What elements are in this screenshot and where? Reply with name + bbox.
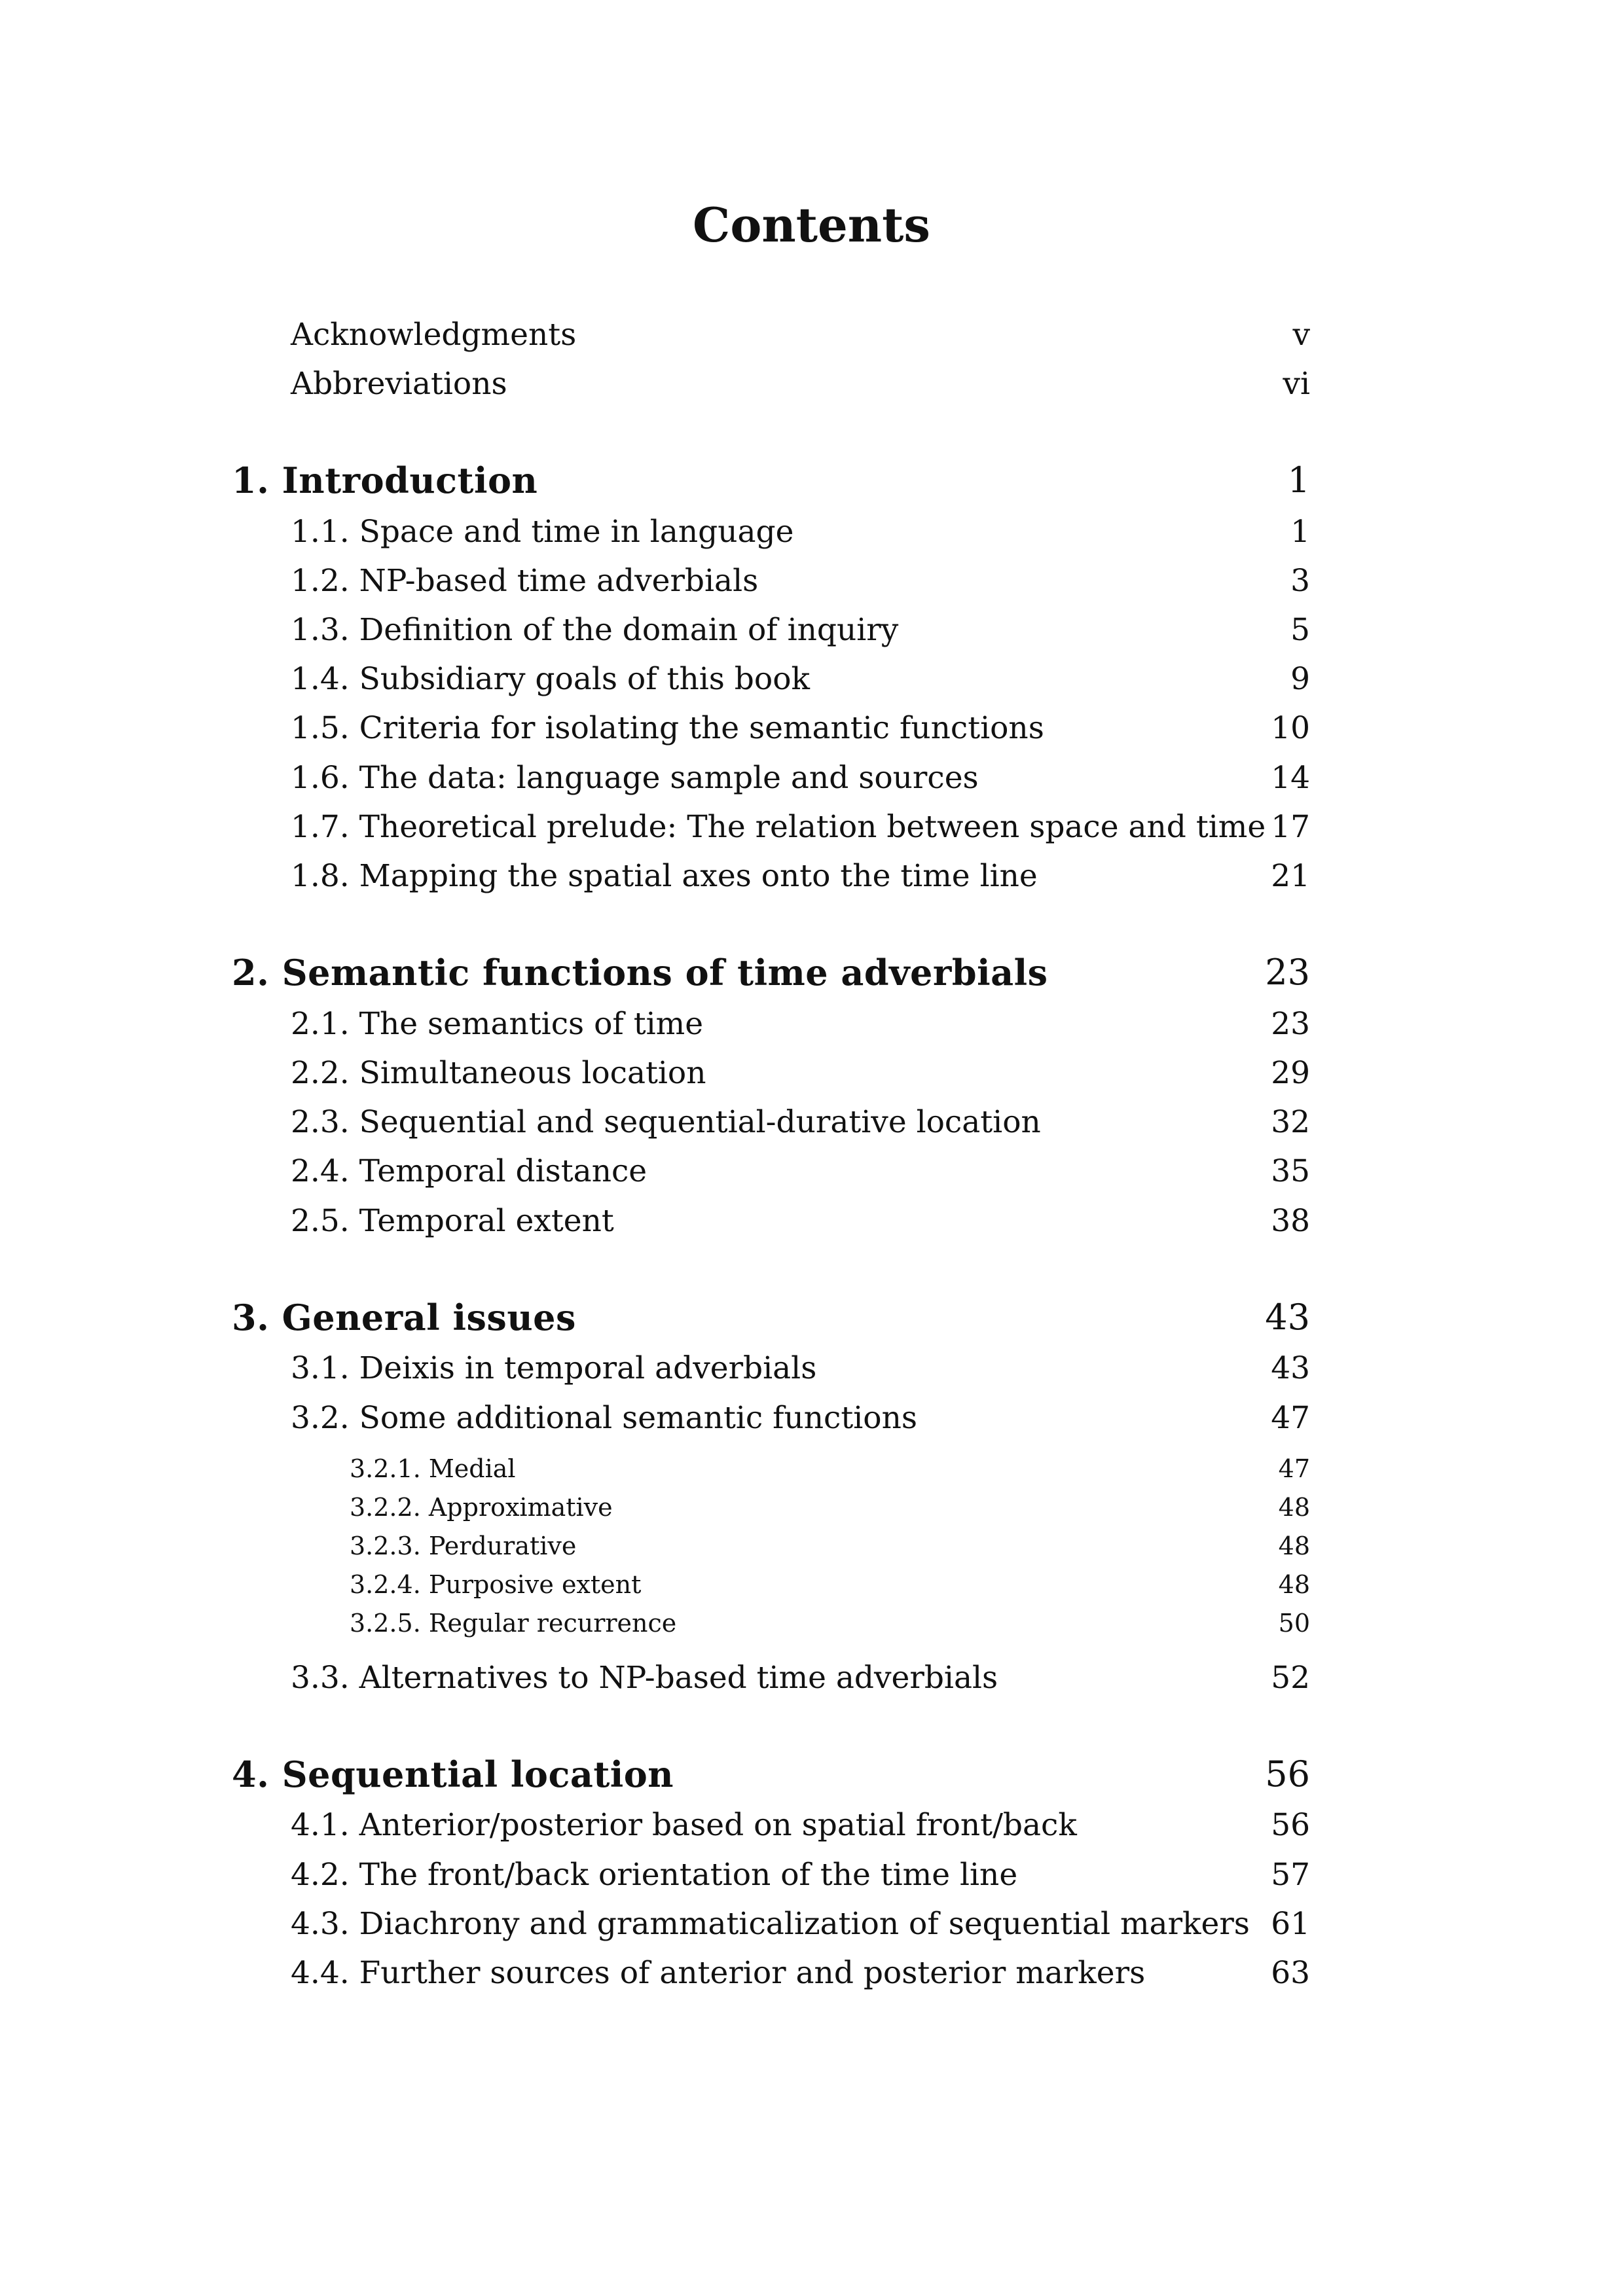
toc-subsection [0,1488,1623,1526]
toc-section [0,1899,1623,1949]
toc-section-label: 1.4. Subsidiary goals of this book [291,661,810,697]
toc-chapter-label: 1. Introduction [232,459,538,501]
toc-section-label: 4.2. The front/back orientation of the time line [291,1857,1018,1893]
toc-section [0,753,1623,803]
toc-section [0,1344,1623,1393]
toc-section-page: 56 [1271,1807,1310,1843]
page-title: Contents [693,197,930,253]
toc-section [0,1049,1623,1098]
toc-section [0,1801,1623,1850]
toc-section-page: 17 [1271,809,1310,845]
toc-section-page: 29 [1271,1055,1310,1091]
toc-subsection [0,1527,1623,1565]
toc-section-label: 1.2. NP-based time adverbials [291,563,759,599]
toc-section-page: 57 [1271,1857,1310,1893]
toc-section-page: 1 [1290,514,1310,550]
toc-section-label: 1.6. The data: language sample and sources [291,760,979,796]
toc-section [0,802,1623,852]
toc-section-label: 2.3. Sequential and sequential-durative location [291,1104,1041,1140]
toc-section [0,1393,1623,1443]
toc-section-label: 1.5. Criteria for isolating the semantic functions [291,710,1044,746]
toc-subsection-page: 50 [1278,1609,1310,1638]
toc-section [0,1147,1623,1196]
toc-section-label: 4.3. Diachrony and grammaticalization of sequential markers [291,1906,1250,1942]
toc-section-page: 63 [1271,1955,1310,1991]
toc-chapter-page: 1 [1287,459,1310,501]
toc-section-label: 3.3. Alternatives to NP-based time adverbials [291,1660,998,1696]
toc-chapter-1 [0,456,1623,505]
toc-section-page: 14 [1271,760,1310,796]
toc-chapter-2 [0,948,1623,997]
toc-subsection [0,1450,1623,1488]
toc-section [0,1098,1623,1147]
toc-section-page: 23 [1271,1006,1310,1042]
toc-section-label: 2.5. Temporal extent [291,1203,614,1239]
toc-entry-abbreviations [0,359,1623,409]
toc-section [0,999,1623,1049]
toc-section [0,556,1623,606]
toc-section-label: 4.4. Further sources of anterior and posterior markers [291,1955,1146,1991]
toc-section-label: 1.3. Definition of the domain of inquiry [291,612,899,648]
toc-subsection-page: 48 [1278,1532,1310,1560]
toc-section-page: 43 [1271,1350,1310,1386]
toc-section-page: 32 [1271,1104,1310,1140]
toc-section-label: 1.7. Theoretical prelude: The relation between space and time [291,809,1266,845]
toc-subsection-page: 48 [1278,1493,1310,1522]
toc-subsection-page: 47 [1278,1454,1310,1483]
toc-chapter-3 [0,1293,1623,1342]
toc-section [0,507,1623,557]
toc-subsection-label: 3.2.5. Regular recurrence [350,1609,677,1638]
toc-section-label: 2.4. Temporal distance [291,1153,647,1189]
toc-section [0,655,1623,704]
toc-section [0,1850,1623,1900]
toc-section-page: 21 [1271,858,1310,894]
toc-subsection [0,1604,1623,1642]
toc-chapter-4 [0,1749,1623,1799]
toc-subsection-page: 48 [1278,1570,1310,1599]
toc-subsection [0,1566,1623,1604]
toc-chapter-label: 3. General issues [232,1297,576,1338]
toc-subsection-label: 3.2.1. Medial [350,1454,516,1483]
toc-section-page: 35 [1271,1153,1310,1189]
toc-entry-label: Acknowledgments [291,317,577,353]
toc-section-label: 1.1. Space and time in language [291,514,794,550]
toc-section [0,704,1623,753]
toc-subsection-label: 3.2.2. Approximative [350,1493,613,1522]
toc-entry-acknowledgments [0,310,1623,360]
toc-subsection-label: 3.2.4. Purposive extent [350,1570,642,1599]
toc-section-page: 38 [1271,1203,1310,1239]
toc-chapter-page: 56 [1265,1753,1310,1795]
toc-section [0,852,1623,901]
toc-section-page: 10 [1271,710,1310,746]
toc-section-label: 1.8. Mapping the spatial axes onto the time line [291,858,1038,894]
toc-section-label: 2.2. Simultaneous location [291,1055,706,1091]
toc-section-label: 3.1. Deixis in temporal adverbials [291,1350,817,1386]
toc-section-label: 2.1. The semantics of time [291,1006,704,1042]
toc-chapter-label: 4. Sequential location [232,1753,674,1795]
toc-entry-page: v [1292,317,1310,353]
toc-section [0,1196,1623,1246]
toc-entry-page: vi [1283,366,1310,402]
toc-subsection-label: 3.2.3. Perdurative [350,1532,577,1560]
toc-chapter-page: 23 [1265,952,1310,993]
toc-section-page: 9 [1290,661,1310,697]
toc-section [0,605,1623,655]
toc-section-page: 47 [1271,1400,1310,1436]
toc-section [0,1948,1623,1998]
toc-chapter-page: 43 [1265,1297,1310,1338]
toc-section [0,1653,1623,1703]
toc-entry-label: Abbreviations [291,366,507,402]
toc-section-page: 5 [1290,612,1310,648]
toc-section-label: 4.1. Anterior/posterior based on spatial front/back [291,1807,1077,1843]
toc-section-page: 52 [1271,1660,1310,1696]
toc-section-page: 3 [1290,563,1310,599]
toc-section-label: 3.2. Some additional semantic functions [291,1400,917,1436]
toc-section-page: 61 [1271,1906,1310,1942]
toc-chapter-label: 2. Semantic functions of time adverbials [232,952,1048,994]
